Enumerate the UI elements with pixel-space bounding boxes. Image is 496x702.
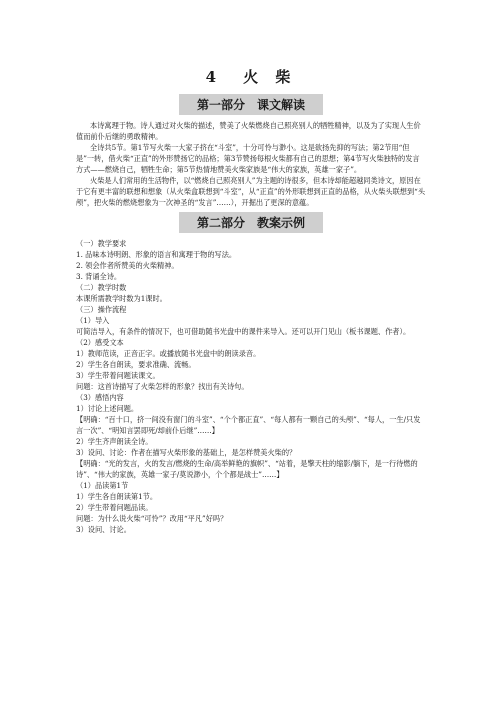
lesson-line: 问题：为什么说火柴“可怜”？改用“平凡”好吗？ [76, 514, 228, 523]
lesson-line: 3）学生带着问题读课文。 [76, 371, 160, 380]
part2-heading: 第二部分 教案示例 [179, 212, 323, 233]
lesson-line: （1）导入 [76, 316, 110, 325]
lesson-line: 3）设问、讨论。 [76, 525, 131, 534]
lesson-line: 3）设问、讨论：作者在描写火柴形象的基础上，是怎样赞美火柴的？ [76, 448, 297, 457]
lesson-line: （3）感悟内容 [76, 393, 124, 402]
lesson-line: 3. 背诵全诗。 [76, 272, 122, 281]
lesson-line: （一）教学要求 [76, 239, 127, 248]
part1-heading: 第一部分 课文解读 [179, 94, 323, 115]
lesson-line: 本课所需教学时数为1课时。 [76, 294, 167, 303]
lesson-line: 可简洁导入，有条件的情况下，也可借助随书光盘中的课件来导入。还可以开门见山（板书课题、作者）。 [76, 327, 411, 336]
lesson-line: 【明确：“光的发言，火的发言/燃烧的生命/高举鲜艳的旗帜”、“站着，是擎天柱的缩影/躺下，是一行待燃的诗”、“伟大的家族，英雄一家子/莫说渺小，个个都是战士”……】 [76, 459, 418, 479]
lesson-title: 4 火 柴 [205, 68, 297, 86]
lesson-line: 1）讨论上述问题。 [76, 404, 139, 413]
lesson-line: （二）教学时数 [76, 283, 127, 292]
lesson-line: 问题：这首诗描写了火柴怎样的形象？找出有关诗句。 [76, 382, 249, 391]
lesson-line: 1. 品味本诗明朗、形象的语言和寓理于物的写法。 [76, 250, 237, 259]
lesson-line: （2）感受文本 [76, 338, 124, 347]
lesson-line: 2. 领会作者所赞美的火柴精神。 [76, 261, 179, 270]
lesson-line: 2）学生各自朗读，要求准确、流畅。 [76, 360, 196, 369]
part1-paragraph: 火柴是人们常用的生活物件，以“燃烧自己照亮别人”为主题的诗很多，但本诗却能超越同类诗文，原因在于它有更丰富的联想和想象（从火柴盒联想到“斗室”，从“正直”的外形联想到正直的品格，从火柴头联想到“头颅”，把火柴的燃烧想象为一次神圣的“发言”……），开掘出了更深的意蕴。 [76, 176, 426, 207]
lesson-line: 1）教师范读，正音正字。或播放随书光盘中的朗读录音。 [76, 349, 261, 358]
document-page [76, 56, 426, 535]
part1-paragraph: 本诗寓理于物。诗人通过对火柴的描述，赞美了火柴燃烧自己照亮别人的牺牲精神，以及为了实现人生价值而前仆后继的勇敢精神。 [76, 121, 421, 141]
lesson-line: （三）操作流程 [76, 305, 127, 314]
lesson-line: 2）学生带着问题品读。 [76, 503, 153, 512]
lesson-line: 2）学生齐声朗读全诗。 [76, 437, 153, 446]
lesson-line: （1）品读第1节 [76, 481, 129, 490]
lesson-line: 1）学生各自朗读第1节。 [76, 492, 158, 501]
lesson-line: 【明确：“百十口，挤一间没有窗门的斗室”、“个个都正直”、“每人都有一颗自己的头颅”、“每人，一生/只发言一次”、“明知言罢即死/却前仆后继”……】 [76, 415, 421, 435]
part1-paragraph: 全诗共5节。第1节写火柴一大家子挤在“斗室”，十分可怜与渺小。这是欲扬先抑的写法；第2节用“但是”一转，借火柴“正直”的外形赞扬它的品格；第3节赞扬每根火柴都有自己的思想；第4节写火柴独特的发言方式——燃烧自己，牺牲生命；第5节热情地赞美火柴家族是“伟大的家族，英雄一家子”。 [76, 143, 420, 174]
